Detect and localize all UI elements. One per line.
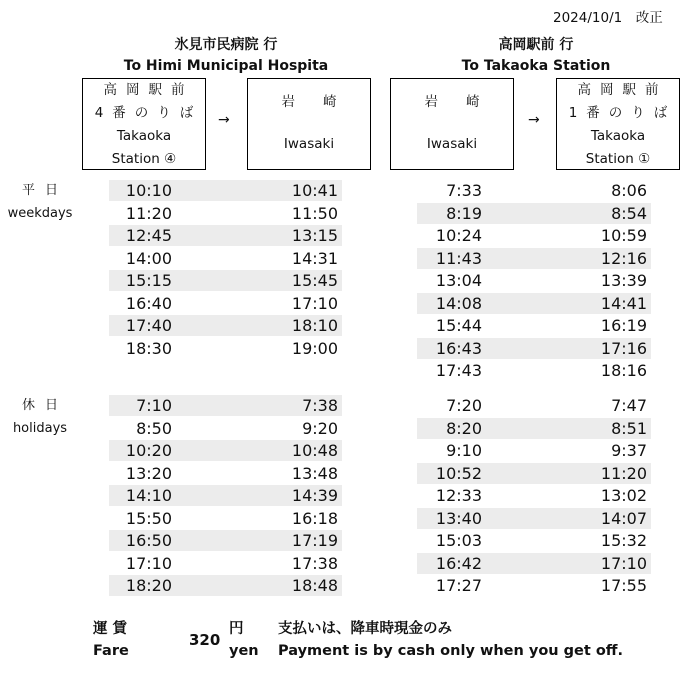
arrival-time: 8:54 (611, 203, 647, 223)
timetable-row (109, 553, 342, 574)
stop-platform-jp: 4番のりば (94, 105, 203, 121)
departure-time: 12:33 (435, 486, 482, 505)
timetable-row (109, 508, 342, 529)
arrival-time: 10:59 (600, 226, 647, 245)
holidays-label-en: holidays (12, 421, 68, 436)
direction-title-en: To Takaoka Station (461, 58, 611, 74)
fare-label-jp: 運 賃 (93, 621, 128, 637)
timetable-row (417, 530, 651, 551)
arrival-time: 14:31 (291, 248, 338, 268)
weekdays-label-jp: 平日 (21, 183, 68, 198)
timetable-row (417, 225, 651, 246)
arrival-time: 17:38 (291, 553, 338, 573)
timetable-row (417, 315, 651, 336)
stop-platform-jp: 1番のりば (568, 105, 677, 121)
departure-time: 8:20 (446, 418, 482, 438)
payment-note (278, 618, 623, 662)
stop-name-jp: 岩崎 (424, 94, 508, 110)
departure-time: 11:43 (435, 248, 482, 268)
timetable-row (417, 203, 651, 224)
timetable-row (109, 225, 342, 246)
departure-time: 17:40 (125, 316, 172, 335)
fare-unit-jp: 円 (229, 621, 244, 637)
timetable-row (417, 575, 651, 596)
stop-box-iwasaki (247, 78, 371, 170)
arrival-time: 8:06 (611, 181, 647, 200)
departure-time: 17:10 (125, 553, 172, 573)
weekdays-label (0, 179, 80, 225)
departure-time: 10:52 (435, 463, 482, 483)
departure-time: 16:50 (125, 531, 172, 550)
departure-time: 13:04 (435, 271, 482, 290)
timetable-row (417, 553, 651, 574)
revision-date: 2024/10/1 改正 (553, 10, 663, 26)
timetable-row (109, 575, 342, 596)
direction-title-en: To Himi Municipal Hospita (123, 58, 329, 74)
timetable-row (109, 485, 342, 506)
timetable-row (109, 418, 342, 439)
arrival-time: 13:48 (291, 463, 338, 483)
arrival-time: 10:48 (291, 441, 338, 460)
stop-platform-en: Station ④ (111, 151, 177, 167)
timetable-row (417, 395, 651, 416)
holidays-label (0, 394, 80, 440)
fare-label (93, 618, 129, 662)
arrival-time: 17:10 (600, 553, 647, 573)
timetable-row (417, 418, 651, 439)
arrival-time: 8:51 (611, 418, 647, 438)
timetable-row (417, 270, 651, 291)
timetable-row (417, 440, 651, 461)
weekdays-label-en: weekdays (7, 206, 73, 221)
departure-time: 18:30 (125, 338, 172, 358)
arrival-time: 14:41 (600, 293, 647, 313)
arrival-time: 13:39 (600, 271, 647, 290)
departure-time: 17:27 (435, 576, 482, 595)
departure-time: 15:03 (435, 531, 482, 550)
direction-header-takaoka (440, 35, 632, 77)
arrival-time: 7:47 (611, 396, 647, 415)
timetable-row (417, 508, 651, 529)
stop-platform-en: Station ① (585, 151, 651, 167)
arrival-time: 12:16 (600, 248, 647, 268)
arrival-time: 16:19 (600, 316, 647, 335)
arrival-time: 9:20 (302, 418, 338, 438)
arrow-icon: → (528, 112, 540, 128)
arrival-time: 15:45 (291, 271, 338, 290)
timetable-row (417, 180, 651, 201)
arrival-time: 17:16 (600, 338, 647, 358)
timetable-row (417, 248, 651, 269)
departure-time: 10:24 (435, 226, 482, 245)
departure-time: 11:20 (125, 203, 172, 223)
arrival-time: 19:00 (291, 338, 338, 358)
timetable-row (109, 463, 342, 484)
timetable-row (417, 360, 651, 381)
timetable-row (109, 203, 342, 224)
arrival-time: 14:39 (291, 486, 338, 505)
stop-name-en: Takaoka (590, 128, 646, 144)
timetable-row (417, 463, 651, 484)
arrival-time: 11:20 (600, 463, 647, 483)
departure-time: 16:43 (435, 338, 482, 358)
timetable-row (109, 395, 342, 416)
holidays-label-jp: 休日 (21, 398, 68, 413)
arrival-time: 15:32 (600, 531, 647, 550)
stop-name-jp: 高岡駅前 (103, 82, 194, 98)
timetable-row (109, 338, 342, 359)
departure-time: 7:10 (136, 396, 172, 415)
arrival-time: 17:10 (291, 293, 338, 313)
stop-name-jp: 高岡駅前 (577, 82, 668, 98)
direction-title-jp: 氷見市民病院 行 (174, 37, 278, 53)
departure-time: 14:10 (125, 486, 172, 505)
fare-amount: 320 (189, 631, 221, 649)
payment-note-jp: 支払いは、降車時現金のみ (278, 621, 452, 637)
timetable-row (109, 293, 342, 314)
departure-time: 14:00 (125, 248, 172, 268)
stop-name-en: Iwasaki (283, 136, 335, 152)
stop-name-jp: 岩崎 (281, 94, 365, 110)
timetable-row (417, 293, 651, 314)
arrival-time: 17:55 (600, 576, 647, 595)
payment-note-en: Payment is by cash only when you get off. (278, 643, 624, 659)
arrival-time: 18:10 (291, 316, 338, 335)
timetable-row (417, 485, 651, 506)
departure-time: 7:33 (446, 181, 482, 200)
stop-box-takaoka-platform-4 (82, 78, 206, 170)
arrival-time: 18:48 (291, 576, 338, 595)
departure-time: 13:40 (435, 508, 482, 528)
departure-time: 14:08 (435, 293, 482, 313)
timetable-row (109, 248, 342, 269)
arrival-time: 10:41 (291, 181, 338, 200)
departure-time: 15:50 (125, 508, 172, 528)
fare-unit-en: yen (229, 643, 259, 659)
stop-name-en: Takaoka (116, 128, 172, 144)
departure-time: 15:44 (435, 316, 482, 335)
departure-time: 9:10 (446, 441, 482, 460)
timetable-row (109, 315, 342, 336)
departure-time: 8:19 (446, 203, 482, 223)
departure-time: 17:43 (435, 361, 482, 380)
departure-time: 16:42 (435, 553, 482, 573)
arrival-time: 7:38 (302, 396, 338, 415)
stop-box-iwasaki (390, 78, 514, 170)
arrival-time: 14:07 (600, 508, 647, 528)
departure-time: 13:20 (125, 463, 172, 483)
departure-time: 10:10 (125, 181, 172, 200)
direction-title-jp: 高岡駅前 行 (498, 37, 574, 53)
fare-label-en: Fare (93, 643, 129, 659)
arrival-time: 13:02 (600, 486, 647, 505)
timetable-row (109, 180, 342, 201)
departure-time: 7:20 (446, 396, 482, 415)
departure-time: 18:20 (125, 576, 172, 595)
fare-unit (229, 618, 259, 662)
arrival-time: 16:18 (291, 508, 338, 528)
departure-time: 8:50 (136, 418, 172, 438)
arrival-time: 11:50 (291, 203, 338, 223)
stop-box-takaoka-platform-1 (556, 78, 680, 170)
arrow-icon: → (218, 112, 230, 128)
arrival-time: 17:19 (291, 531, 338, 550)
departure-time: 10:20 (125, 441, 172, 460)
arrival-time: 18:16 (600, 361, 647, 380)
arrival-time: 9:37 (611, 441, 647, 460)
arrival-time: 13:15 (291, 226, 338, 245)
timetable-row (417, 338, 651, 359)
timetable-row (109, 270, 342, 291)
timetable-row (109, 440, 342, 461)
stop-name-en: Iwasaki (426, 136, 478, 152)
departure-time: 16:40 (125, 293, 172, 313)
direction-header-himi (115, 35, 337, 77)
departure-time: 15:15 (125, 271, 172, 290)
departure-time: 12:45 (125, 226, 172, 245)
timetable-row (109, 530, 342, 551)
